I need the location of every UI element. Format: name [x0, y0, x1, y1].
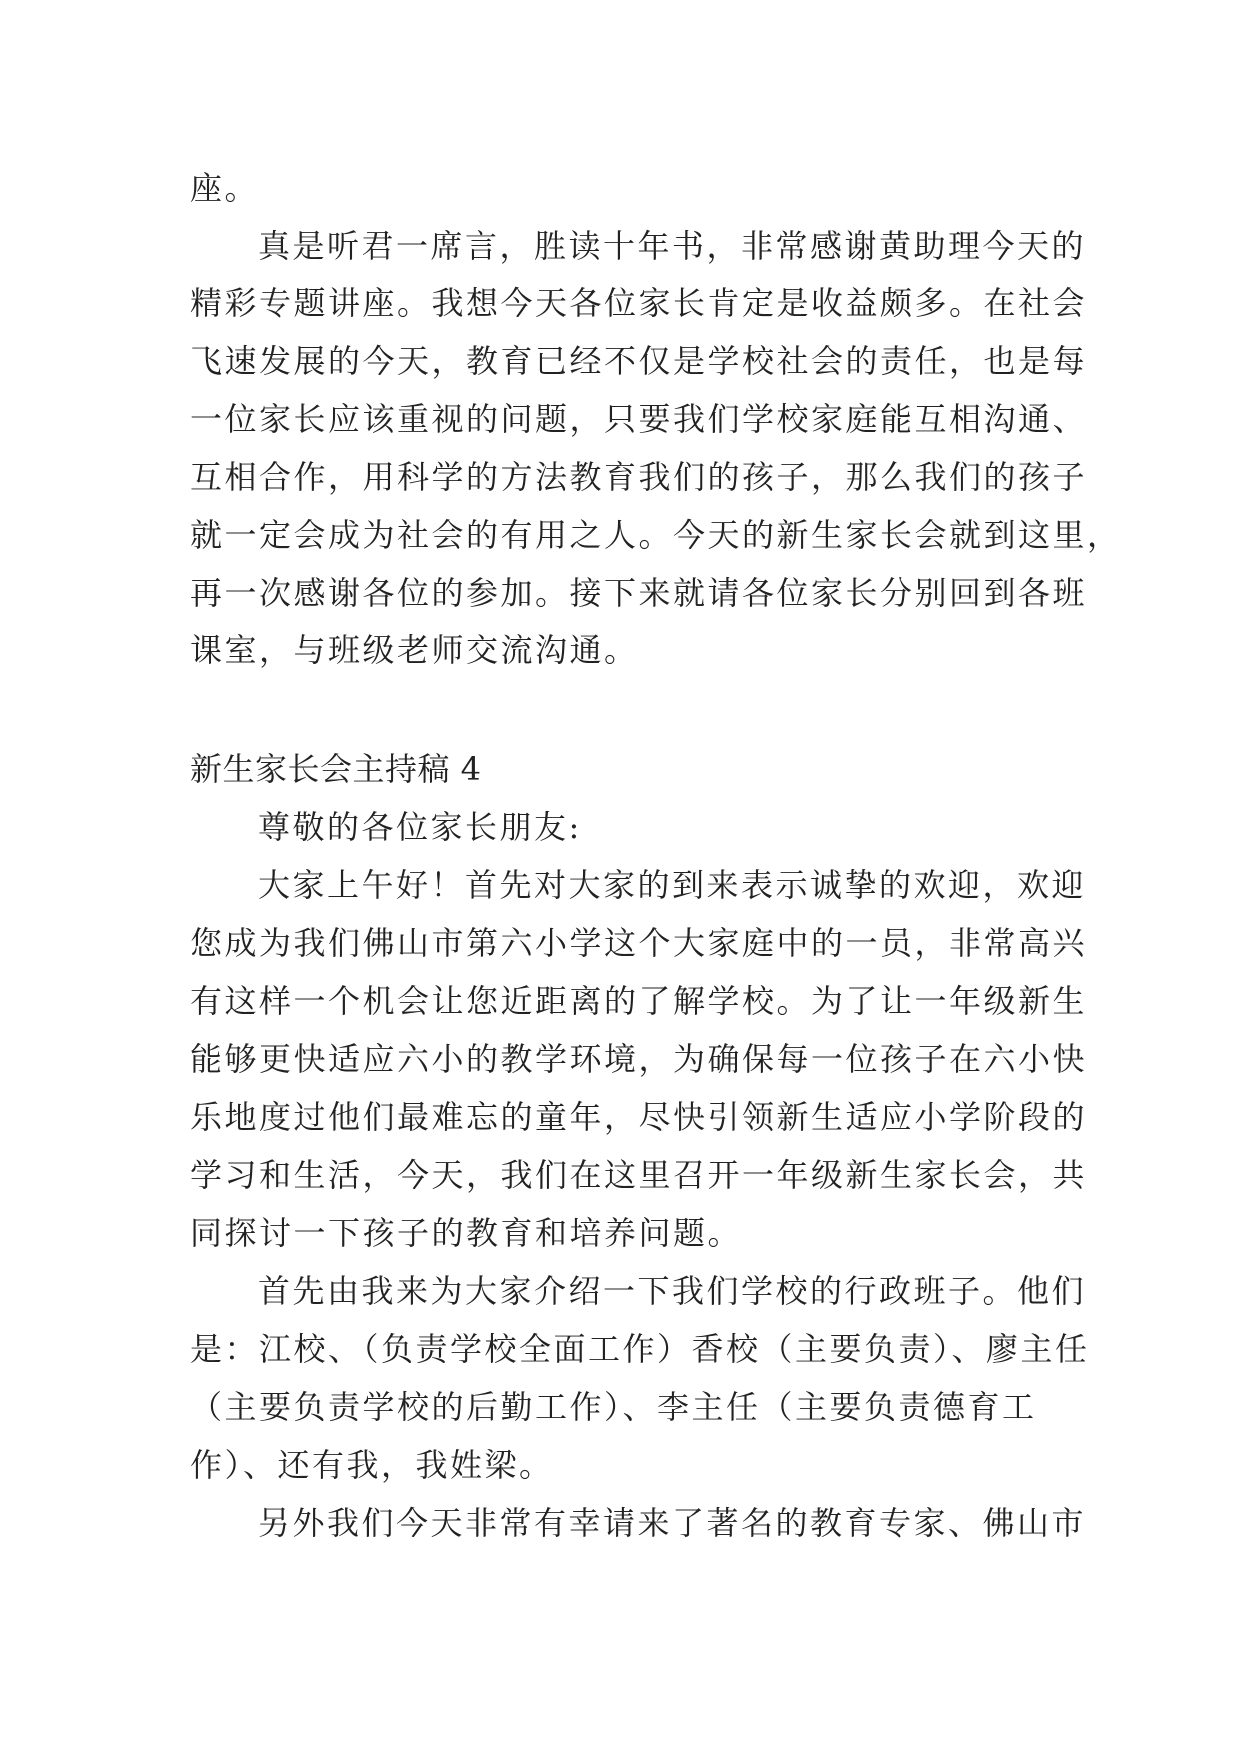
text-line: 有这样一个机会让您近距离的了解学校。为了让一年级新生: [190, 982, 1088, 1020]
text-line: 同探讨一下孩子的教育和培养问题。: [190, 1214, 743, 1252]
text-line: 能够更快适应六小的教学环境，为确保每一位孩子在六小快: [190, 1040, 1088, 1078]
text-line: 乐地度过他们最难忘的童年，尽快引领新生适应小学阶段的: [190, 1098, 1088, 1136]
text-line: 学习和生活，今天，我们在这里召开一年级新生家长会，共: [190, 1156, 1088, 1194]
text-line: 再一次感谢各位的参加。接下来就请各位家长分别回到各班: [190, 574, 1088, 612]
text-line: 飞速发展的今天，教育已经不仅是学校社会的责任，也是每: [190, 342, 1088, 380]
text-line: 就一定会成为社会的有用之人。今天的新生家长会就到这里，: [190, 516, 1122, 554]
text-line: 精彩专题讲座。我想今天各位家长肯定是收益颇多。在社会: [190, 284, 1088, 322]
text-line: 作）、还有我，我姓梁。: [190, 1446, 554, 1484]
text-line: 课室，与班级老师交流沟通。: [190, 631, 639, 669]
text-line: 大家上午好！首先对大家的到来表示诚挚的欢迎，欢迎: [258, 866, 1087, 904]
text-line: 座。: [190, 169, 260, 207]
text-line: （主要负责学校的后勤工作）、李主任（主要负责德育工: [190, 1388, 1037, 1426]
text-line: 是：江校、（负责学校全面工作）香校（主要负责）、廖主任: [190, 1330, 1090, 1368]
text-line: 一位家长应该重视的问题，只要我们学校家庭能互相沟通、: [190, 400, 1088, 438]
text-line: 另外我们今天非常有幸请来了著名的教育专家、佛山市: [258, 1504, 1087, 1542]
text-line: 互相合作，用科学的方法教育我们的孩子，那么我们的孩子: [190, 458, 1088, 496]
text-line: 真是听君一席言，胜读十年书，非常感谢黄助理今天的: [258, 227, 1087, 265]
salutation-line: 尊敬的各位家长朋友:: [258, 808, 582, 846]
text-line: 您成为我们佛山市第六小学这个大家庭中的一员，非常高兴: [190, 924, 1088, 962]
text-line: 首先由我来为大家介绍一下我们学校的行政班子。他们: [258, 1272, 1087, 1310]
section-heading: 新生家长会主持稿 4: [190, 750, 482, 788]
